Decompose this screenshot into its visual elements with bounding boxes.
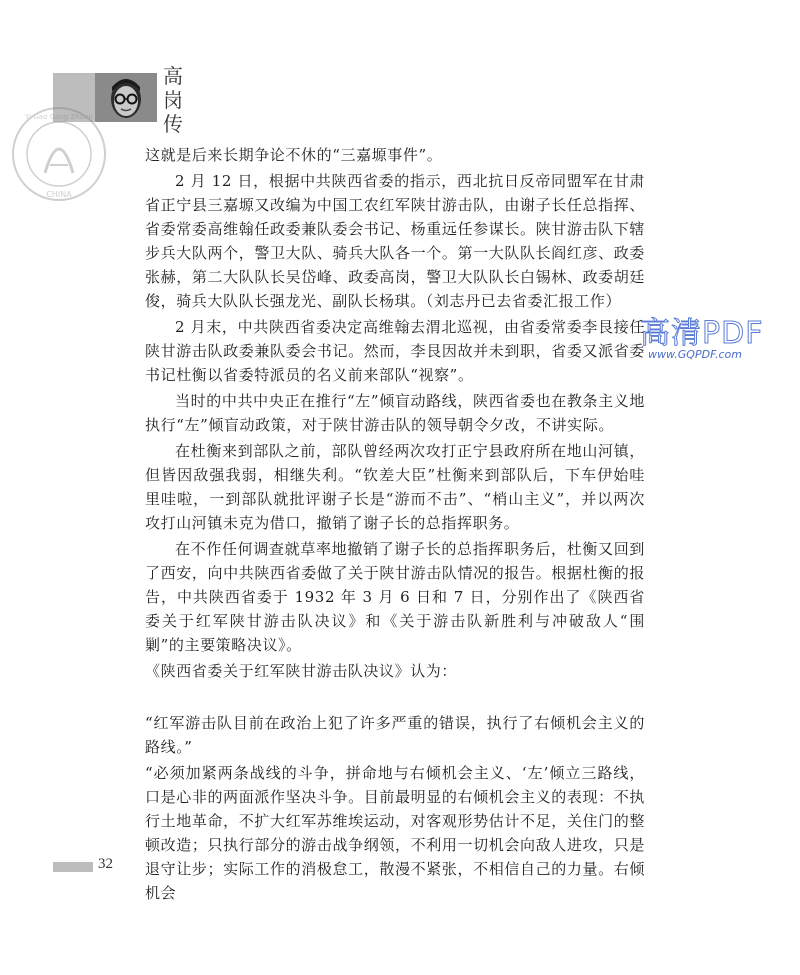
seal-bottom-text: CHINA [46, 190, 72, 199]
paragraph: 2 月末，中共陕西省委决定高维翰去渭北巡视，由省委常委李艮接任陕甘游击队政委兼队委会书记。然而，李艮因故并未到职，省委又派省委书记杜衡以省委特派员的名义前来部队“视察”。 [145, 318, 645, 384]
watermark-title: 高清PDF [640, 316, 764, 351]
footer-gray-bar [53, 862, 93, 872]
seal-watermark [10, 105, 108, 203]
quote-paragraph: “红军游击队目前在政治上犯了许多严重的错误，执行了右倾机会主义的路线。” [145, 714, 645, 756]
body-text [145, 143, 645, 907]
paragraph: 这就是后来长期争论不休的“三嘉塬事件”。 [145, 146, 443, 164]
pdf-watermark [640, 318, 790, 368]
seal-top-text: Yi Gao Gang Zhuan [25, 113, 93, 121]
paragraph: 在杜衡来到部队之前，部队曾经两次攻打正宁县政府所在地山河镇，但皆因敌强我弱，相继失利。“钦差大臣”杜衡来到部队后，下车伊始哇里哇啦，一到部队就批评谢子长是“游而不击”、“梢山主义”，并以两次攻打山河镇未克为借口，撤销了谢子长的总指挥职务。 [145, 442, 645, 532]
vertical-book-title: 高岗传 [163, 64, 183, 136]
watermark-url: www.GQPDF.com [648, 348, 742, 361]
paragraph: 当时的中共中央正在推行“左”倾盲动路线，陕西省委也在教条主义地执行“左”倾盲动政策，对于陕甘游击队的领导朝令夕改，不讲实际。 [145, 392, 645, 434]
page-number: 32 [98, 856, 113, 872]
quote-paragraph: “必须加紧两条战线的斗争，拼命地与右倾机会主义、‘左’倾立三路线，口是心非的两面派作坚决斗争。目前最明显的右倾机会主义的表现：不执行土地革命，不扩大红军苏维埃运动，对客观形势估计不足，关住门的整顿改造；只执行部分的游击战争纲领，不利用一切机会向敌人进攻，只是退守让步；实际工作的消极怠工，散漫不紧张，不相信自己的力量。右倾机会 [145, 764, 645, 902]
paragraph: 《陕西省委关于红军陕甘游击队决议》认为： [145, 662, 458, 680]
paragraph: 2 月 12 日，根据中共陕西省委的指示，西北抗日反帝同盟军在甘肃省正宁县三嘉塬又改编为中国工农红军陕甘游击队，由谢子长任总指挥、省委常委高维翰任政委兼队委会书记、杨重远任参谋长。陕甘游击队下辖步兵大队两个，警卫大队、骑兵大队各一个。第一大队队长阎红彦、政委张赫，第二大队队长吴岱峰、政委高岗，警卫大队队长白锡林、政委胡廷俊，骑兵大队队长强龙光、副队长杨琪。（刘志丹已去省委汇报工作） [145, 172, 645, 310]
paragraph: 在不作任何调查就草率地撤销了谢子长的总指挥职务后，杜衡又回到了西安，向中共陕西省委做了关于陕甘游击队情况的报告。根据杜衡的报告，中共陕西省委于 1932 年 3 月 6 日和 7 日，分别作出了《陕西省委关于红军陕甘游击队决议》和《关于游击队新胜利与冲破敌人“围剿”的主要策略决议》。 [145, 540, 645, 654]
